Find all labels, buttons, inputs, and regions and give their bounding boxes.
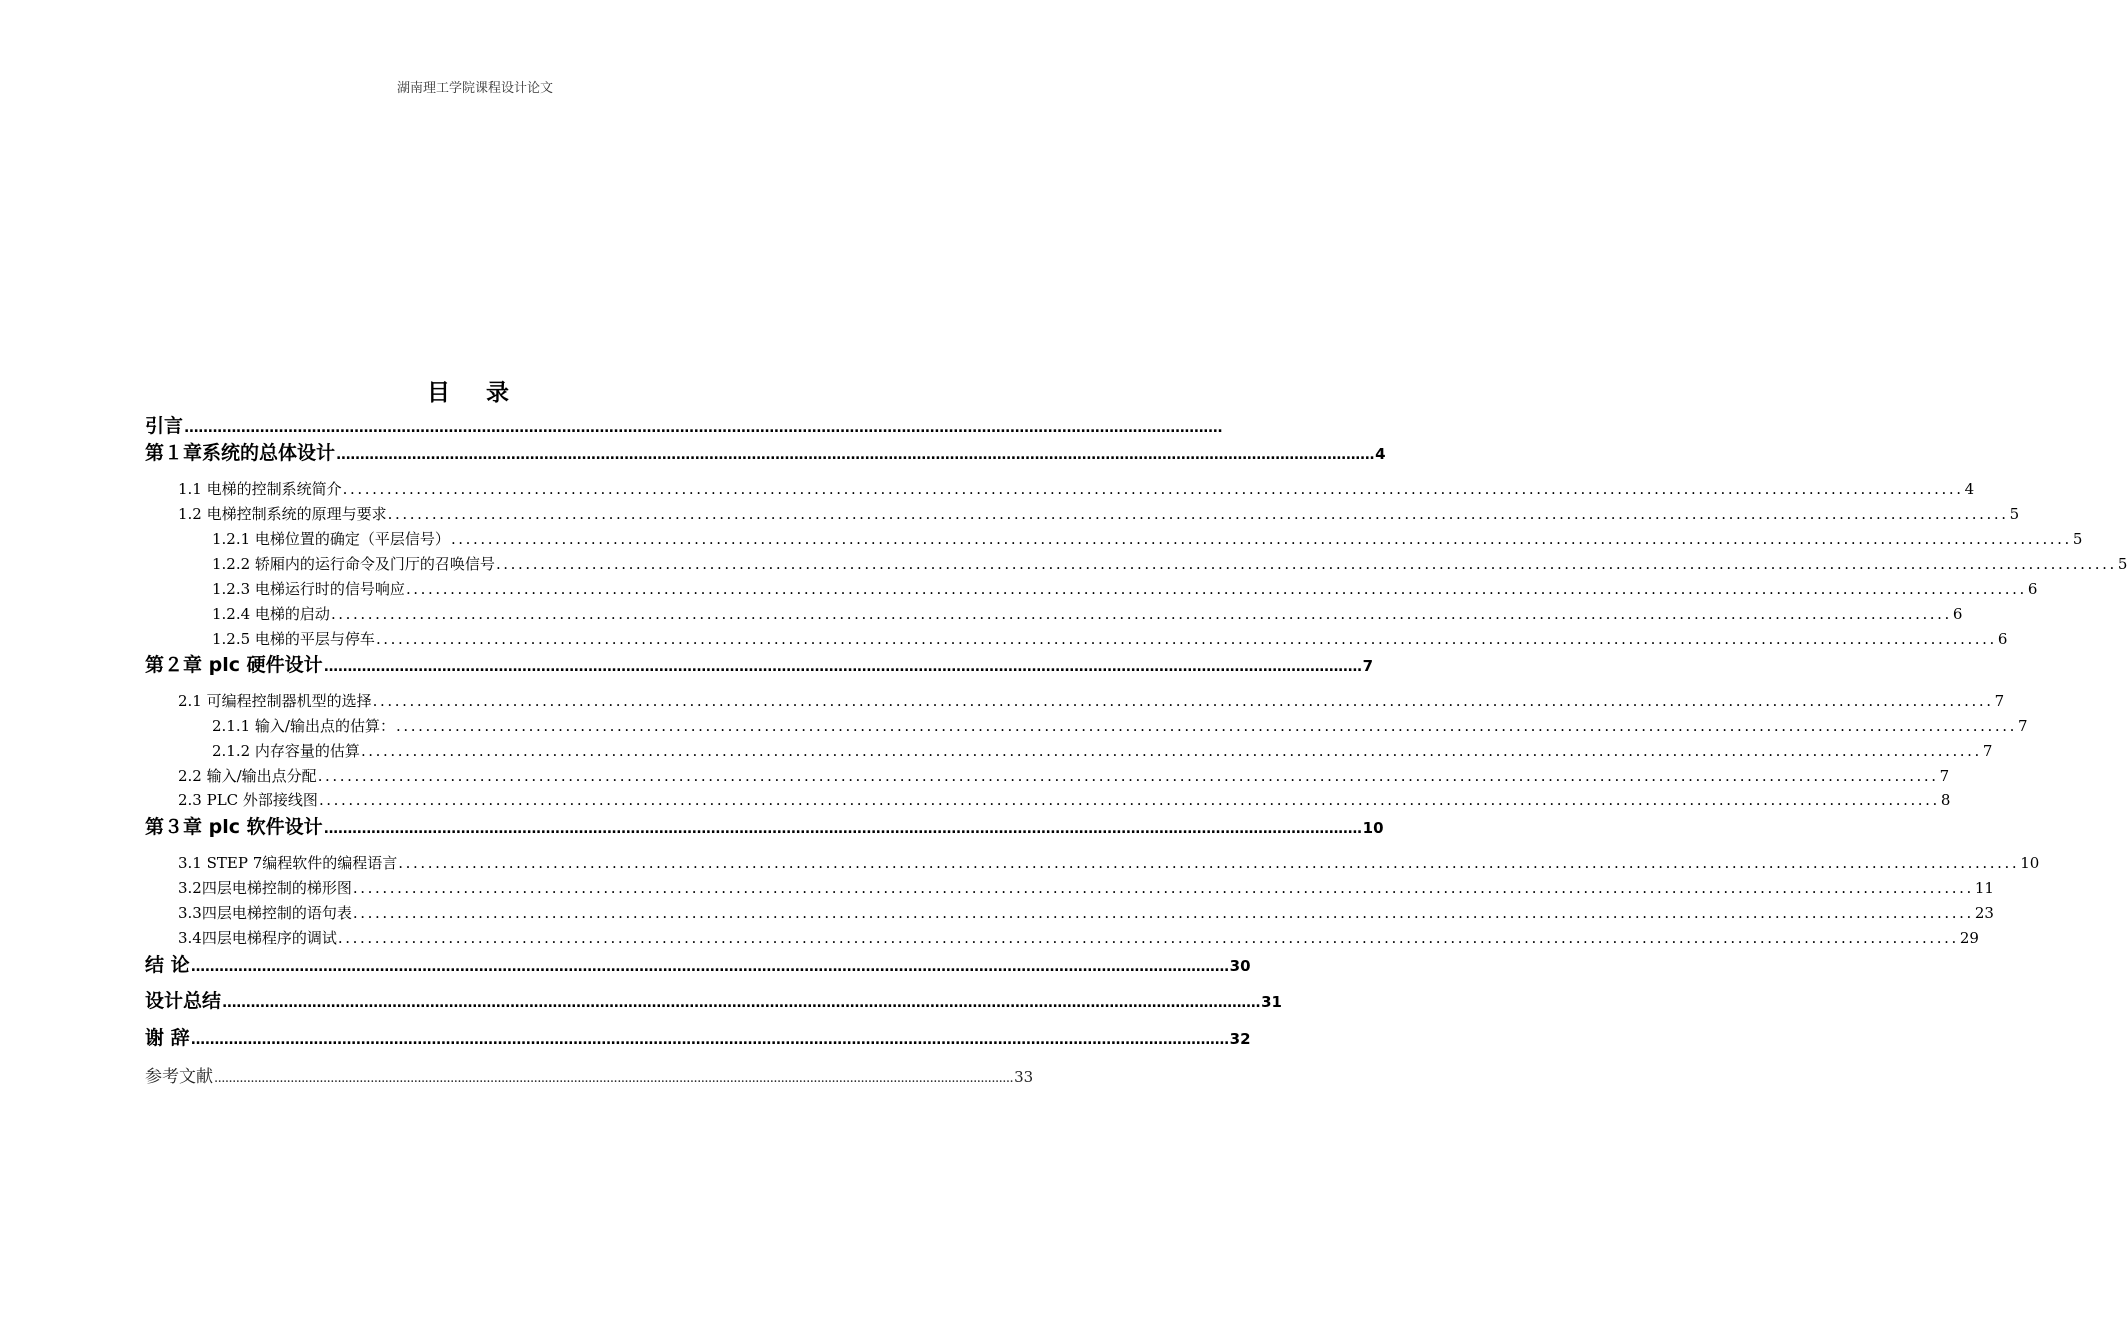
toc-entry-3-2[interactable] bbox=[178, 877, 1994, 899]
toc-leader: ............................................................................................................................................................................................................................ bbox=[222, 995, 1261, 1011]
toc-entry-page: 31 bbox=[1261, 993, 1282, 1011]
toc-entry-page: 5 bbox=[2117, 555, 2127, 573]
toc-entry-page: 6 bbox=[1952, 605, 1963, 623]
toc-entry-acknowledgements[interactable] bbox=[145, 1023, 1251, 1049]
toc-entry-page: 6 bbox=[1997, 630, 2008, 648]
toc-entry-title: 2.1.1 输入/输出点的估算： bbox=[212, 717, 395, 735]
toc-entry-references[interactable] bbox=[145, 1062, 1034, 1087]
toc-entry-page: 8 bbox=[1940, 791, 1951, 809]
toc-entry-title: 1.2.2 轿厢内的运行命令及门厅的召唤信号 bbox=[212, 555, 495, 573]
toc-entry-1-2[interactable] bbox=[178, 503, 2020, 525]
toc-entry-chapter-3[interactable] bbox=[145, 812, 1384, 838]
toc-entry-1-2-5[interactable] bbox=[212, 628, 2008, 650]
toc-entry-2-1-1[interactable] bbox=[212, 715, 2028, 737]
toc-entry-1-2-2[interactable] bbox=[212, 553, 2127, 575]
toc-entry-title: 2.3 PLC 外部接线图 bbox=[178, 791, 318, 809]
toc-entry-title: 1.2.5 电梯的平层与停车 bbox=[212, 630, 375, 648]
toc-entry-title: 3.4四层电梯程序的调试 bbox=[178, 929, 337, 947]
toc-entry-page: 6 bbox=[2027, 580, 2038, 598]
toc-entry-chapter-2[interactable] bbox=[145, 650, 1374, 676]
toc-leader: ............................................................................................................................................................................................................................ bbox=[375, 630, 1997, 648]
toc-entry-1-2-1[interactable] bbox=[212, 528, 2083, 550]
toc-entry-page: 7 bbox=[2017, 717, 2028, 735]
toc-entry-page: 10 bbox=[1362, 819, 1384, 837]
toc-leader: ............................................................................................................................................................................................................................ bbox=[336, 447, 1375, 463]
toc-entry-page: 7 bbox=[1939, 767, 1950, 785]
toc-entry-title: 2.1 可编程控制器机型的选择 bbox=[178, 692, 372, 710]
toc-leader: ............................................................................................................................................................................................................................ bbox=[495, 555, 2117, 573]
toc-entry-page: 33 bbox=[1014, 1068, 1034, 1086]
toc-leader: ............................................................................................................................................................................................................................ bbox=[352, 904, 1974, 922]
toc-leader: ............................................................................................................................................................................................................................ bbox=[190, 959, 1229, 975]
toc-leader: ............................................................................................................................................................................................................................ bbox=[352, 879, 1974, 897]
toc-entry-page: 32 bbox=[1229, 1030, 1251, 1048]
toc-entry-title: 1.2 电梯控制系统的原理与要求 bbox=[178, 505, 387, 523]
toc-entry-chapter-1[interactable] bbox=[145, 438, 1386, 464]
toc-leader: ............................................................................................................................................................................................................................ bbox=[405, 580, 2027, 598]
toc-leader: ............................................................................................................................................................................................................................ bbox=[317, 767, 1939, 785]
toc-entry-title: 2.2 输入/输出点分配 bbox=[178, 767, 317, 785]
toc-leader: ............................................................................................................................................................................................................................ bbox=[398, 854, 2020, 872]
running-header: 湖南理工学院课程设计论文 bbox=[396, 81, 553, 96]
toc-entry-1-1[interactable] bbox=[178, 478, 1975, 500]
toc-leader: ............................................................................................................................................................................................................................ bbox=[184, 420, 1223, 436]
toc-leader: ............................................................................................................................................................................................................................ bbox=[323, 821, 1362, 837]
toc-leader: ............................................................................................................................................................................................................................ bbox=[330, 605, 1952, 623]
toc-entry-page: 4 bbox=[1375, 445, 1386, 463]
toc-leader: ............................................................................................................................................................................................................................ bbox=[360, 742, 1982, 760]
toc-entry-title: 谢 辞 bbox=[145, 1027, 190, 1049]
toc-title: 目 录 bbox=[426, 379, 523, 406]
toc-entry-page: 29 bbox=[1959, 929, 1979, 947]
toc-entry-3-1[interactable] bbox=[178, 852, 2040, 874]
toc-entry-title: 1.2.4 电梯的启动 bbox=[212, 605, 330, 623]
toc-entry-title: 3.2四层电梯控制的梯形图 bbox=[178, 879, 352, 897]
toc-entry-2-3[interactable] bbox=[178, 789, 1951, 811]
toc-entry-conclusion[interactable] bbox=[145, 950, 1251, 976]
toc-entry-intro[interactable] bbox=[145, 411, 1223, 437]
toc-leader: ............................................................................................................................................................................................................................ bbox=[318, 791, 1940, 809]
toc-entry-page: 10 bbox=[2020, 854, 2040, 872]
toc-entry-title: 设计总结 bbox=[145, 990, 222, 1012]
toc-entry-title: 3.3四层电梯控制的语句表 bbox=[178, 904, 352, 922]
toc-leader: ............................................................................................................................................................................................................................ bbox=[450, 530, 2072, 548]
toc-entry-page: 11 bbox=[1974, 879, 1994, 897]
toc-leader: ............................................................................................................................................................................................................................ bbox=[323, 659, 1362, 675]
toc-entry-title: 第２章 plc 硬件设计 bbox=[145, 654, 323, 676]
toc-entry-2-2[interactable] bbox=[178, 765, 1950, 787]
toc-entry-title: 2.1.2 内存容量的估算 bbox=[212, 742, 360, 760]
toc-entry-page: 4 bbox=[1964, 480, 1975, 498]
toc-entry-title: 结 论 bbox=[145, 954, 190, 976]
toc-entry-title: 引言 bbox=[145, 415, 184, 437]
toc-entry-title: 1.1 电梯的控制系统简介 bbox=[178, 480, 342, 498]
toc-entry-title: 参考文献 bbox=[145, 1067, 213, 1087]
toc-entry-title: 1.2.1 电梯位置的确定（平层信号） bbox=[212, 530, 450, 548]
toc-entry-page: 23 bbox=[1974, 904, 1994, 922]
toc-entry-2-1[interactable] bbox=[178, 690, 2005, 712]
toc-entry-title: 1.2.3 电梯运行时的信号响应 bbox=[212, 580, 405, 598]
toc-entry-page: 5 bbox=[2072, 530, 2083, 548]
toc-leader: ............................................................................................................................................................................................................................ bbox=[342, 480, 1964, 498]
toc-entry-3-3[interactable] bbox=[178, 902, 1994, 924]
toc-entry-title: 第３章 plc 软件设计 bbox=[145, 816, 323, 838]
toc-entry-2-1-2[interactable] bbox=[212, 740, 1993, 762]
toc-leader: ............................................................................................................................................................................................................................ bbox=[372, 692, 1994, 710]
toc-entry-1-2-3[interactable] bbox=[212, 578, 2038, 600]
toc-entry-design-summary[interactable] bbox=[145, 986, 1282, 1012]
toc-entry-page: 30 bbox=[1229, 957, 1251, 975]
toc-entry-page: 7 bbox=[1362, 657, 1374, 675]
toc-entry-title: 3.1 STEP 7编程软件的编程语言 bbox=[178, 854, 398, 872]
toc-entry-page: 7 bbox=[1994, 692, 2005, 710]
toc-entry-page: 5 bbox=[2009, 505, 2020, 523]
toc-leader: ............................................................................................................................................................................................................................ bbox=[387, 505, 2009, 523]
toc-leader: ............................................................................................................................................................................................................................ bbox=[337, 929, 1959, 947]
toc-entry-3-4[interactable] bbox=[178, 927, 1979, 949]
toc-entry-1-2-4[interactable] bbox=[212, 603, 1963, 625]
toc-leader: ............................................................................................................................................................................................................................ bbox=[396, 717, 2017, 735]
toc-entry-title: 第１章系统的总体设计 bbox=[145, 442, 336, 464]
toc-entry-page: 7 bbox=[1982, 742, 1993, 760]
toc-leader: ............................................................................................................................................................................................................................ bbox=[214, 1071, 1014, 1086]
toc-leader: ............................................................................................................................................................................................................................ bbox=[190, 1032, 1229, 1048]
